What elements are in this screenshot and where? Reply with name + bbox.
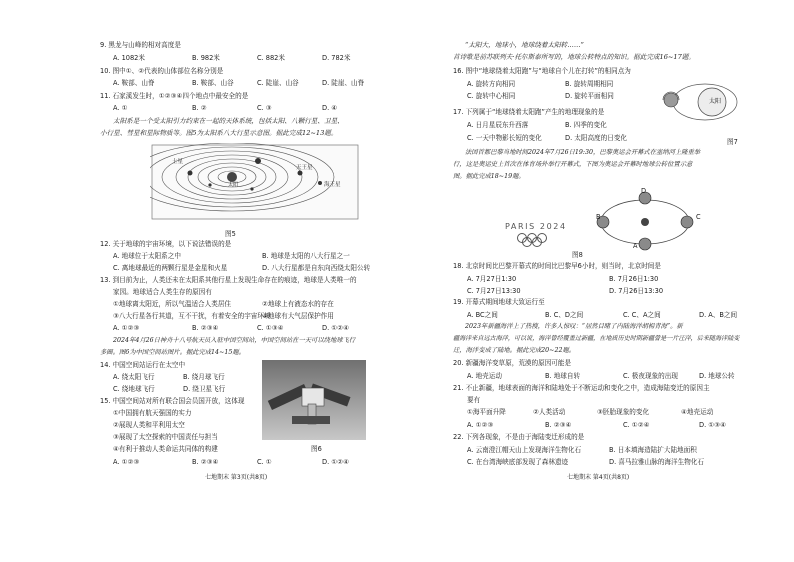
- q13-stem-cont: 家园。地球适合人类生存的原因有: [113, 288, 212, 296]
- q21-option-a: A. ①②③: [467, 421, 494, 429]
- figure-8-earth-orbit: [593, 186, 697, 252]
- q11-option-a: A. ①: [113, 104, 128, 112]
- q16-option-d: D. 旋转平面相同: [565, 92, 614, 100]
- paris-2024-logo-text: PARIS 2024: [505, 222, 567, 231]
- q13-option-c: C. ①③④: [257, 324, 284, 332]
- q15-statement-3: ③展现了太空探索的中国责任与担当: [113, 433, 218, 441]
- q12-option-d: D. 八大行星都是自东向西绕太阳公转: [262, 264, 371, 272]
- q14-option-c: C. 绕地球飞行: [113, 385, 155, 393]
- q15-stem: 15. 中国空间站对所有联合国会员国开放，这体现: [100, 397, 245, 405]
- label-sun: 太阳: [228, 182, 239, 188]
- q10-option-a: A. 鞍部、山脊: [113, 79, 155, 87]
- passage-space-station-2: 多圈。图6为中国空间站图片。据此完成14~15题。: [100, 349, 245, 356]
- figure-5-solar-system: [150, 143, 360, 221]
- q22-option-a: A. 云南澄江帽天山上发现海洋生物化石: [467, 446, 582, 454]
- figure-5-caption: 图5: [225, 230, 236, 238]
- q21-option-b: B. ②③④: [545, 421, 572, 429]
- passage-xinjiang-2: 疆海洋来自远古海洋，可以说，海洋曾经覆盖过新疆，在地质历史时期新疆曾是一片汪洋，后来随海洋陆变: [453, 335, 740, 342]
- q19-stem: 19. 开幕式期间地球大致运行至: [453, 298, 545, 306]
- orbit-label-c: C: [696, 213, 701, 221]
- q13-statement-3: ③八大行星各行其道，互不干扰，有着安全的宇宙环境: [113, 312, 271, 320]
- figure-7-sun-earth: [657, 76, 743, 126]
- q14-option-d: D. 绕卫星飞行: [183, 385, 226, 393]
- q13-option-d: D. ①②④: [322, 324, 350, 332]
- figure-8-caption: 图8: [572, 251, 583, 259]
- q10-stem: 10. 图中①、②代表的山体部位名称分别是: [100, 67, 224, 75]
- q18-stem: 18. 北京时间比巴黎开幕式的时间比巴黎早6小时，则当时，北京时间是: [453, 262, 661, 270]
- figure-7-sun-label: 太阳: [709, 98, 722, 105]
- q14-stem: 14. 中国空间站运行在太空中: [100, 361, 186, 369]
- q18-option-b: B. 7月26日1:30: [609, 275, 659, 283]
- q21-option-c: C. ①②④: [623, 421, 650, 429]
- q20-option-d: D. 地球公转: [699, 372, 735, 380]
- passage-poem-2: 首诗歌是前苏联列夫·托尔斯泰所写的，地球公转特点的知识。据此完成16~17题。: [453, 53, 695, 61]
- q21-stem-cont: 要有: [467, 396, 481, 404]
- passage-paris-3: 图。据此完成18~19题。: [453, 173, 525, 180]
- q15-statement-1: ①中国拥有航天强国的实力: [113, 409, 192, 417]
- q11-option-b: B. ②: [192, 104, 207, 112]
- q16-stem: 16. 图中“地球绕着太阳跑”与“地球自个儿在打转”的相同点为: [453, 67, 631, 75]
- q15-option-d: D. ①②④: [322, 458, 350, 466]
- label-saturn: 土星: [172, 159, 184, 165]
- q22-option-b: B. 日本填海造陆扩大陆地面积: [609, 446, 697, 454]
- q9-option-c: C. 882米: [257, 54, 285, 62]
- q21-stem: 21. 不止新疆，地球表面的海洋和陆地处于不断运动和变化之中，造成海陆变迁的原因主: [453, 384, 710, 392]
- q15-option-a: A. ①②③: [113, 458, 140, 466]
- q15-option-c: C. ①: [257, 458, 272, 466]
- q20-option-b: B. 地球自转: [545, 372, 581, 380]
- sun-dot: [641, 218, 649, 226]
- q21-statement-3: ③胚胎现象的变化: [597, 408, 650, 416]
- q17-option-b: B. 四季的变化: [565, 121, 607, 129]
- q14-option-a: A. 绕太阳飞行: [113, 373, 155, 381]
- q22-stem: 22. 下列各现象，不是由于海陆变迁形成的是: [453, 433, 585, 441]
- q12-option-b: B. 地球是太阳的八大行星之一: [262, 252, 350, 260]
- q13-option-a: A. ①②③: [113, 324, 140, 332]
- q9-option-a: A. 1082米: [113, 54, 145, 62]
- orbit-label-a: A: [633, 242, 638, 250]
- figure-7-caption: 图7: [727, 138, 738, 146]
- q12-option-c: C. 离地球最近的两颗行星是金星和火星: [113, 264, 228, 272]
- q11-stem: 11. 石家溪发生时，①②③④四个地点中最安全的是: [100, 92, 249, 100]
- q10-option-c: C. 陡崖、山谷: [257, 79, 299, 87]
- q16-option-b: B. 旋转周期相同: [565, 80, 614, 88]
- q18-option-d: D. 7月26日13:30: [609, 287, 664, 295]
- passage-solar-system-2: 小行星、彗星和星际物质等。图5为太阳系八大行星示意图。据此完成12~13题。: [100, 129, 338, 137]
- right-page-footer: 七地期末 第4页(共8页): [567, 474, 630, 481]
- q20-stem: 20. 新疆海洋变草原，荒漠的原因可能是: [453, 359, 572, 367]
- passage-paris-2: 行，这是奥运史上首次在体育场外举行开幕式，下图为奥运会开幕时地球公转位置示意: [453, 161, 693, 168]
- q17-option-c: C. 一天中物影长短的变化: [467, 134, 542, 142]
- q11-option-d: D. ④: [322, 104, 338, 112]
- q11-option-c: C. ③: [257, 104, 272, 112]
- q14-option-b: B. 绕月球飞行: [183, 373, 225, 381]
- q22-option-c: C. 在台湾海峡底部发现了森林遗迹: [467, 458, 569, 466]
- q21-statement-4: ④地壳运动: [681, 408, 714, 416]
- q13-statement-1: ①地球离太阳近，所以气温适合人类居住: [113, 300, 232, 308]
- passage-xinjiang-3: 迁，海洋变成了陆地。据此完成20~22题。: [453, 347, 576, 354]
- q17-option-a: A. 日月星辰东升西落: [467, 121, 529, 129]
- olympic-rings-icon: [515, 233, 557, 247]
- passage-solar-system-1: 太阳系是一个受太阳引力约束在一起的天体系统，包括太阳、八颗行星、卫星、: [113, 117, 344, 125]
- orbit-position-a: [639, 238, 651, 250]
- q12-stem: 12. 关于地球的宇宙环境，以下说法错误的是: [100, 240, 232, 248]
- orbit-label-d: D: [641, 187, 647, 195]
- q13-statement-4: ④地球有大气层保护作用: [262, 312, 334, 320]
- q9-stem: 9. 黑龙与山峰的相对高度是: [100, 41, 181, 49]
- label-neptune: 海王星: [324, 182, 341, 188]
- q13-stem: 13. 到目前为止，人类还未在太阳系其他行星上发现生命存在的痕迹，地球是人类唯一的: [100, 276, 357, 284]
- q16-option-a: A. 旋转方向相同: [467, 80, 516, 88]
- orbit-label-b: B: [596, 213, 601, 221]
- figure-6-caption: 图6: [311, 445, 322, 453]
- q9-option-d: D. 782米: [322, 54, 351, 62]
- right-page: [397, 0, 794, 562]
- q13-statement-2: ②地球上有液态水的存在: [262, 300, 334, 308]
- passage-paris-1: 法国首都巴黎当地时间2024年7月26日19:30，巴黎奥运会开幕式在塞纳河上隆重举: [465, 149, 701, 156]
- q16-option-c: C. 旋转中心相同: [467, 92, 516, 100]
- q13-option-b: B. ②③④: [192, 324, 219, 332]
- q18-option-a: A. 7月27日1:30: [467, 275, 517, 283]
- q15-option-b: B. ②③④: [192, 458, 219, 466]
- q22-option-d: D. 喜马拉雅山脉的海洋生物化石: [609, 458, 704, 466]
- q19-option-a: A. BC之间: [467, 311, 498, 319]
- q17-stem: 17. 下列属于“地球绕着太阳跑”产生的地理现象的是: [453, 108, 605, 116]
- figure-6-space-station-photo: [262, 360, 366, 440]
- q21-statement-1: ①海平面升降: [467, 408, 506, 416]
- q21-option-d: D. ①③④: [699, 421, 727, 429]
- q20-option-a: A. 地壳运动: [467, 372, 502, 380]
- q19-option-b: B. C、D之间: [545, 311, 584, 319]
- q21-statement-2: ②人类活动: [533, 408, 566, 416]
- earth-circle: [664, 93, 678, 107]
- q12-option-a: A. 地球位于太阳系之中: [113, 252, 181, 260]
- orbit-position-c: [681, 216, 693, 228]
- q10-option-d: D. 陡崖、山脊: [322, 79, 365, 87]
- q17-option-d: D. 太阳高度的日变化: [565, 134, 628, 142]
- q19-option-c: C. C、A之间: [623, 311, 661, 319]
- q10-option-b: B. 鞍部、山谷: [192, 79, 234, 87]
- label-uranus: 天王星: [296, 165, 313, 171]
- space-station-image: [262, 360, 366, 440]
- q18-option-c: C. 7月27日13:30: [467, 287, 521, 295]
- q20-option-c: C. 极夜现象的出现: [623, 372, 678, 380]
- q15-statement-2: ②展现人类和平利用太空: [113, 421, 185, 429]
- q19-option-d: D. A、B之间: [699, 311, 738, 319]
- left-page-footer: 七地期末 第3页(共8页): [205, 474, 268, 481]
- q15-statement-4: ④有利于推动人类命运共同体的构建: [113, 445, 218, 453]
- q9-option-b: B. 982米: [192, 54, 220, 62]
- passage-space-station-1: 2024年4月26日神舟十八号航天员入驻中国空间站，中国空间站在一天可以绕地球飞行: [113, 337, 356, 344]
- passage-xinjiang-1: 2023年新疆海洋上了热搜，许多人惊叹：“居然目睹了内陆海洋胡楊青海”。新: [465, 323, 683, 330]
- passage-poem-1: “太阳大，地球小，地球绕着太阳转……”: [465, 41, 584, 49]
